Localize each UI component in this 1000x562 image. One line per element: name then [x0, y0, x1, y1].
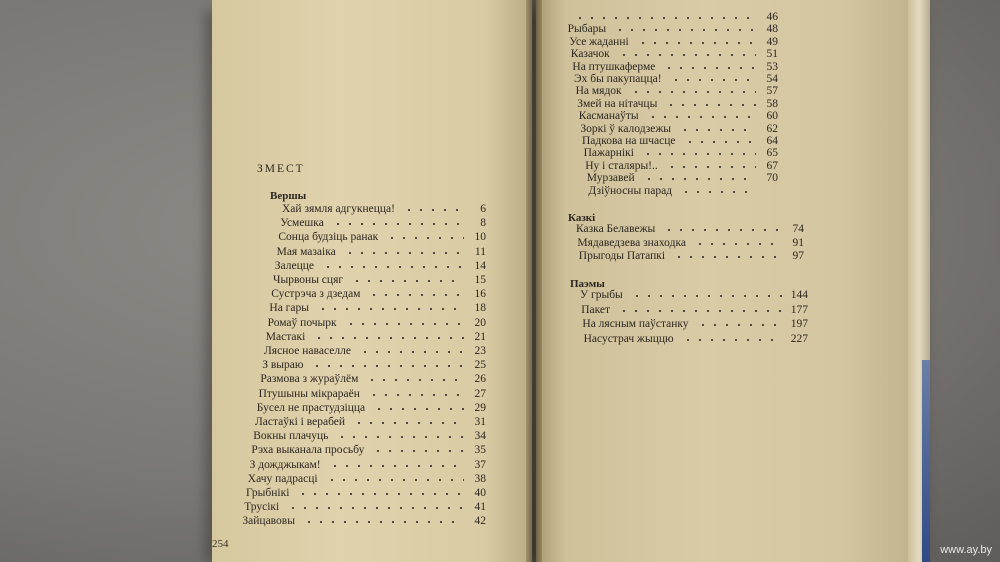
dot-leader [322, 266, 464, 268]
dot-leader [614, 29, 756, 31]
toc-entry-page: 67 [766, 159, 778, 172]
toc-row [264, 344, 486, 358]
page-number: 254 [212, 538, 229, 550]
toc-entry-title: Зайцавовы [242, 515, 295, 528]
toc-entry-title: Насустрач жыццю [583, 332, 674, 345]
toc-row [576, 222, 804, 236]
toc-entry-page: 10 [474, 231, 486, 244]
toc-entry-title: На птушкаферме [572, 60, 656, 73]
toc-entry-page: 40 [474, 487, 486, 499]
toc-entry-title: Рыбары [567, 23, 607, 36]
toc-entry-title: Залецце [274, 259, 315, 272]
toc-row [582, 317, 808, 331]
toc-entry-page: 25 [474, 359, 486, 372]
toc-entry-page: 26 [474, 373, 486, 386]
toc-row [253, 429, 486, 443]
toc-entry-page: 41 [474, 501, 486, 514]
toc-entry-title: Эх бы пакупацца! [574, 73, 662, 85]
toc-entry-page: 48 [766, 23, 778, 36]
book-gutter [526, 0, 542, 562]
toc-row [246, 486, 486, 500]
dot-leader [642, 153, 756, 155]
toc-entry-title: Хай зямля адгукнецца! [282, 203, 395, 215]
toc-row [275, 259, 486, 273]
dot-leader [618, 310, 783, 312]
toc-entry-title: Пажарнікі [583, 147, 634, 160]
toc-entry-page: 14 [474, 259, 486, 272]
toc-entry-title: Падкова на шчасце [582, 135, 676, 147]
toc-entry-page: 64 [766, 135, 778, 147]
toc-entry-title: На лясным паўстанку [582, 318, 689, 330]
watermark: www.ay.by [940, 544, 992, 556]
toc-row [266, 330, 486, 344]
toc-entry-title: Ромаў почырк [267, 316, 337, 329]
dot-leader [303, 521, 464, 523]
toc-entry-title: Трусікі [244, 501, 280, 514]
dot-leader [326, 479, 464, 481]
toc-entry-title: Хачу падрасці [247, 472, 318, 485]
dot-leader [618, 54, 756, 56]
dot-leader [684, 141, 756, 143]
dot-leader [663, 229, 782, 231]
dot-leader [359, 351, 464, 353]
toc-entry-page: 15 [474, 274, 486, 286]
toc-row [248, 472, 486, 486]
toc-entry-page: 65 [766, 147, 778, 160]
toc-entry-title: Ну і сталяры!.. [585, 159, 658, 172]
toc-entry-page: 42 [474, 515, 486, 528]
toc-entry-page: 54 [766, 73, 778, 85]
dot-leader [297, 493, 464, 495]
dot-leader [670, 79, 756, 81]
toc-entry-title: Ластаўкі і верабей [255, 416, 346, 428]
dot-leader [313, 337, 464, 339]
toc-entry-page: 58 [766, 97, 778, 110]
toc-entry-page: 177 [790, 303, 808, 316]
dot-leader [329, 465, 464, 467]
toc-entry-page: 6 [480, 203, 486, 215]
cover-edge [922, 360, 930, 562]
toc-entry-page: 53 [766, 60, 778, 73]
dot-leader [372, 450, 464, 452]
toc-entry-title: Лясное навaселле [264, 345, 351, 357]
toc-row [257, 401, 486, 415]
dot-leader [680, 191, 756, 193]
toc-entry-title: Сонца будзіць ранак [278, 231, 379, 244]
section-poems-short: Вершы [270, 190, 307, 202]
toc-entry-page: 57 [766, 85, 778, 98]
toc-entry-title: Бусел не прастудзіцца [256, 401, 366, 414]
toc-entry-title: Мастакі [265, 330, 306, 343]
toc-entry-page: 8 [480, 217, 486, 230]
toc-row [271, 287, 486, 301]
toc-row [262, 358, 486, 372]
toc-entry-page: 21 [474, 330, 486, 343]
toc-entry-page: 74 [792, 223, 804, 235]
toc-row [242, 514, 486, 528]
toc-entry-title: Рэха выканала просьбу [251, 444, 365, 457]
toc-entry-page: 60 [766, 110, 778, 123]
toc-entry-page: 91 [792, 236, 804, 249]
dot-leader [345, 323, 464, 325]
dot-leader [630, 91, 756, 93]
dot-leader [666, 166, 756, 168]
toc-entry-title: Мая мазаіка [276, 245, 336, 258]
toc-entry-page: 35 [474, 444, 486, 457]
dot-leader [694, 243, 782, 245]
toc-entry-title: Усмешка [280, 217, 324, 230]
toc-entry-title: Казачок [570, 48, 610, 61]
toc-entry-page: 20 [474, 316, 486, 329]
dot-leader [631, 295, 783, 297]
dot-leader [317, 308, 464, 310]
dot-leader [353, 422, 464, 424]
toc-row [588, 184, 778, 198]
toc-entry-title: Птушыны мікрараён [258, 387, 360, 400]
toc-row [250, 458, 486, 472]
dot-leader [368, 294, 464, 296]
toc-entry-title: Грыбнікі [246, 487, 290, 499]
section-tales: Казкі [568, 212, 596, 224]
section-long-poems: Паэмы [570, 278, 605, 290]
dot-leader [336, 436, 464, 438]
toc-row [579, 249, 804, 263]
toc-row [278, 230, 486, 244]
toc-entry-title: З выраю [262, 359, 304, 372]
toc-entry-page: 31 [474, 416, 486, 428]
toc-row [259, 387, 486, 401]
toc-row [244, 500, 486, 514]
toc-entry-title: Мядаведзева знаходка [577, 236, 686, 249]
dot-leader [366, 379, 464, 381]
toc-entry-title: На гары [269, 302, 309, 315]
toc-entry-title: На мядок [575, 85, 622, 98]
toc-row [268, 316, 486, 330]
toc-row [584, 332, 808, 346]
toc-entry-page: 37 [474, 458, 486, 471]
toc-entry-title: Дзіўносны парад [588, 184, 673, 197]
toc-entry-title: Казка Белавежы [576, 223, 656, 235]
toc-row [269, 301, 486, 315]
toc-entry-title: Сустрэча з дзедам [271, 288, 361, 301]
toc-entry-page: 70 [766, 172, 778, 185]
toc-row [282, 202, 486, 216]
toc-entry-page: 16 [474, 288, 486, 301]
toc-entry-page: 46 [766, 11, 778, 23]
toc-row [280, 216, 486, 230]
dot-leader [679, 129, 756, 131]
toc-entry-title: Чырвоны сцяг [273, 274, 344, 286]
toc-entry-title: З дожджыкам! [249, 458, 321, 471]
left-page [212, 0, 532, 562]
toc-entry-title: Вокны плачуць [253, 430, 329, 443]
dot-leader [647, 116, 756, 118]
toc-entry-title: Пакет [581, 303, 611, 316]
toc-entry-title: Касманаўты [578, 110, 639, 123]
toc-row [255, 415, 486, 429]
toc-entry-title: Прыгоды Патапкі [578, 250, 666, 262]
toc-entry-page: 11 [474, 245, 486, 258]
toc-entry-title: Мурзавей [586, 172, 635, 185]
toc-entry-page: 97 [792, 250, 804, 262]
dot-leader [682, 339, 783, 341]
dot-leader [332, 223, 464, 225]
toc-row [251, 443, 486, 457]
toc-entry-page: 18 [474, 302, 486, 315]
toc-entry-title: Зоркі ў калодзежы [580, 122, 672, 135]
toc-entry-page: 144 [790, 289, 808, 301]
dot-leader [311, 365, 464, 367]
toc-entry-page: 197 [790, 318, 808, 330]
toc-entry-page: 51 [766, 48, 778, 61]
contents-heading: ЗМЕСТ [257, 163, 305, 175]
dot-leader [643, 178, 756, 180]
toc-entry-page: 227 [790, 332, 808, 345]
toc-row [273, 273, 486, 287]
dot-leader [574, 17, 756, 19]
dot-leader [673, 256, 782, 258]
toc-row [580, 288, 808, 302]
toc-entry-page: 62 [766, 122, 778, 135]
dot-leader [344, 252, 464, 254]
toc-entry-page: 27 [474, 387, 486, 400]
toc-entry-title: У грыбы [580, 289, 623, 301]
dot-leader [665, 104, 756, 106]
dot-leader [351, 280, 464, 282]
right-page [536, 0, 916, 562]
dot-leader [386, 237, 464, 239]
toc-entry-page: 23 [474, 345, 486, 357]
dot-leader [697, 324, 783, 326]
toc-row [277, 245, 486, 259]
toc-entry-title: Размова з жураўлём [260, 373, 359, 386]
toc-row [581, 303, 808, 317]
toc-entry-page: 38 [474, 472, 486, 485]
dot-leader [663, 67, 756, 69]
toc-entry-page: 29 [474, 401, 486, 414]
dot-leader [373, 408, 464, 410]
toc-entry-title: Змей на нітачцы [577, 97, 658, 110]
toc-entry-page: 34 [474, 430, 486, 443]
dot-leader [368, 394, 464, 396]
dot-leader [637, 42, 756, 44]
dot-leader [287, 507, 464, 509]
toc-entry-page: 49 [766, 35, 778, 48]
dot-leader [403, 209, 464, 211]
toc-row [260, 372, 486, 386]
toc-row [577, 236, 804, 250]
toc-entry-title: Усе жаданні [569, 35, 629, 48]
